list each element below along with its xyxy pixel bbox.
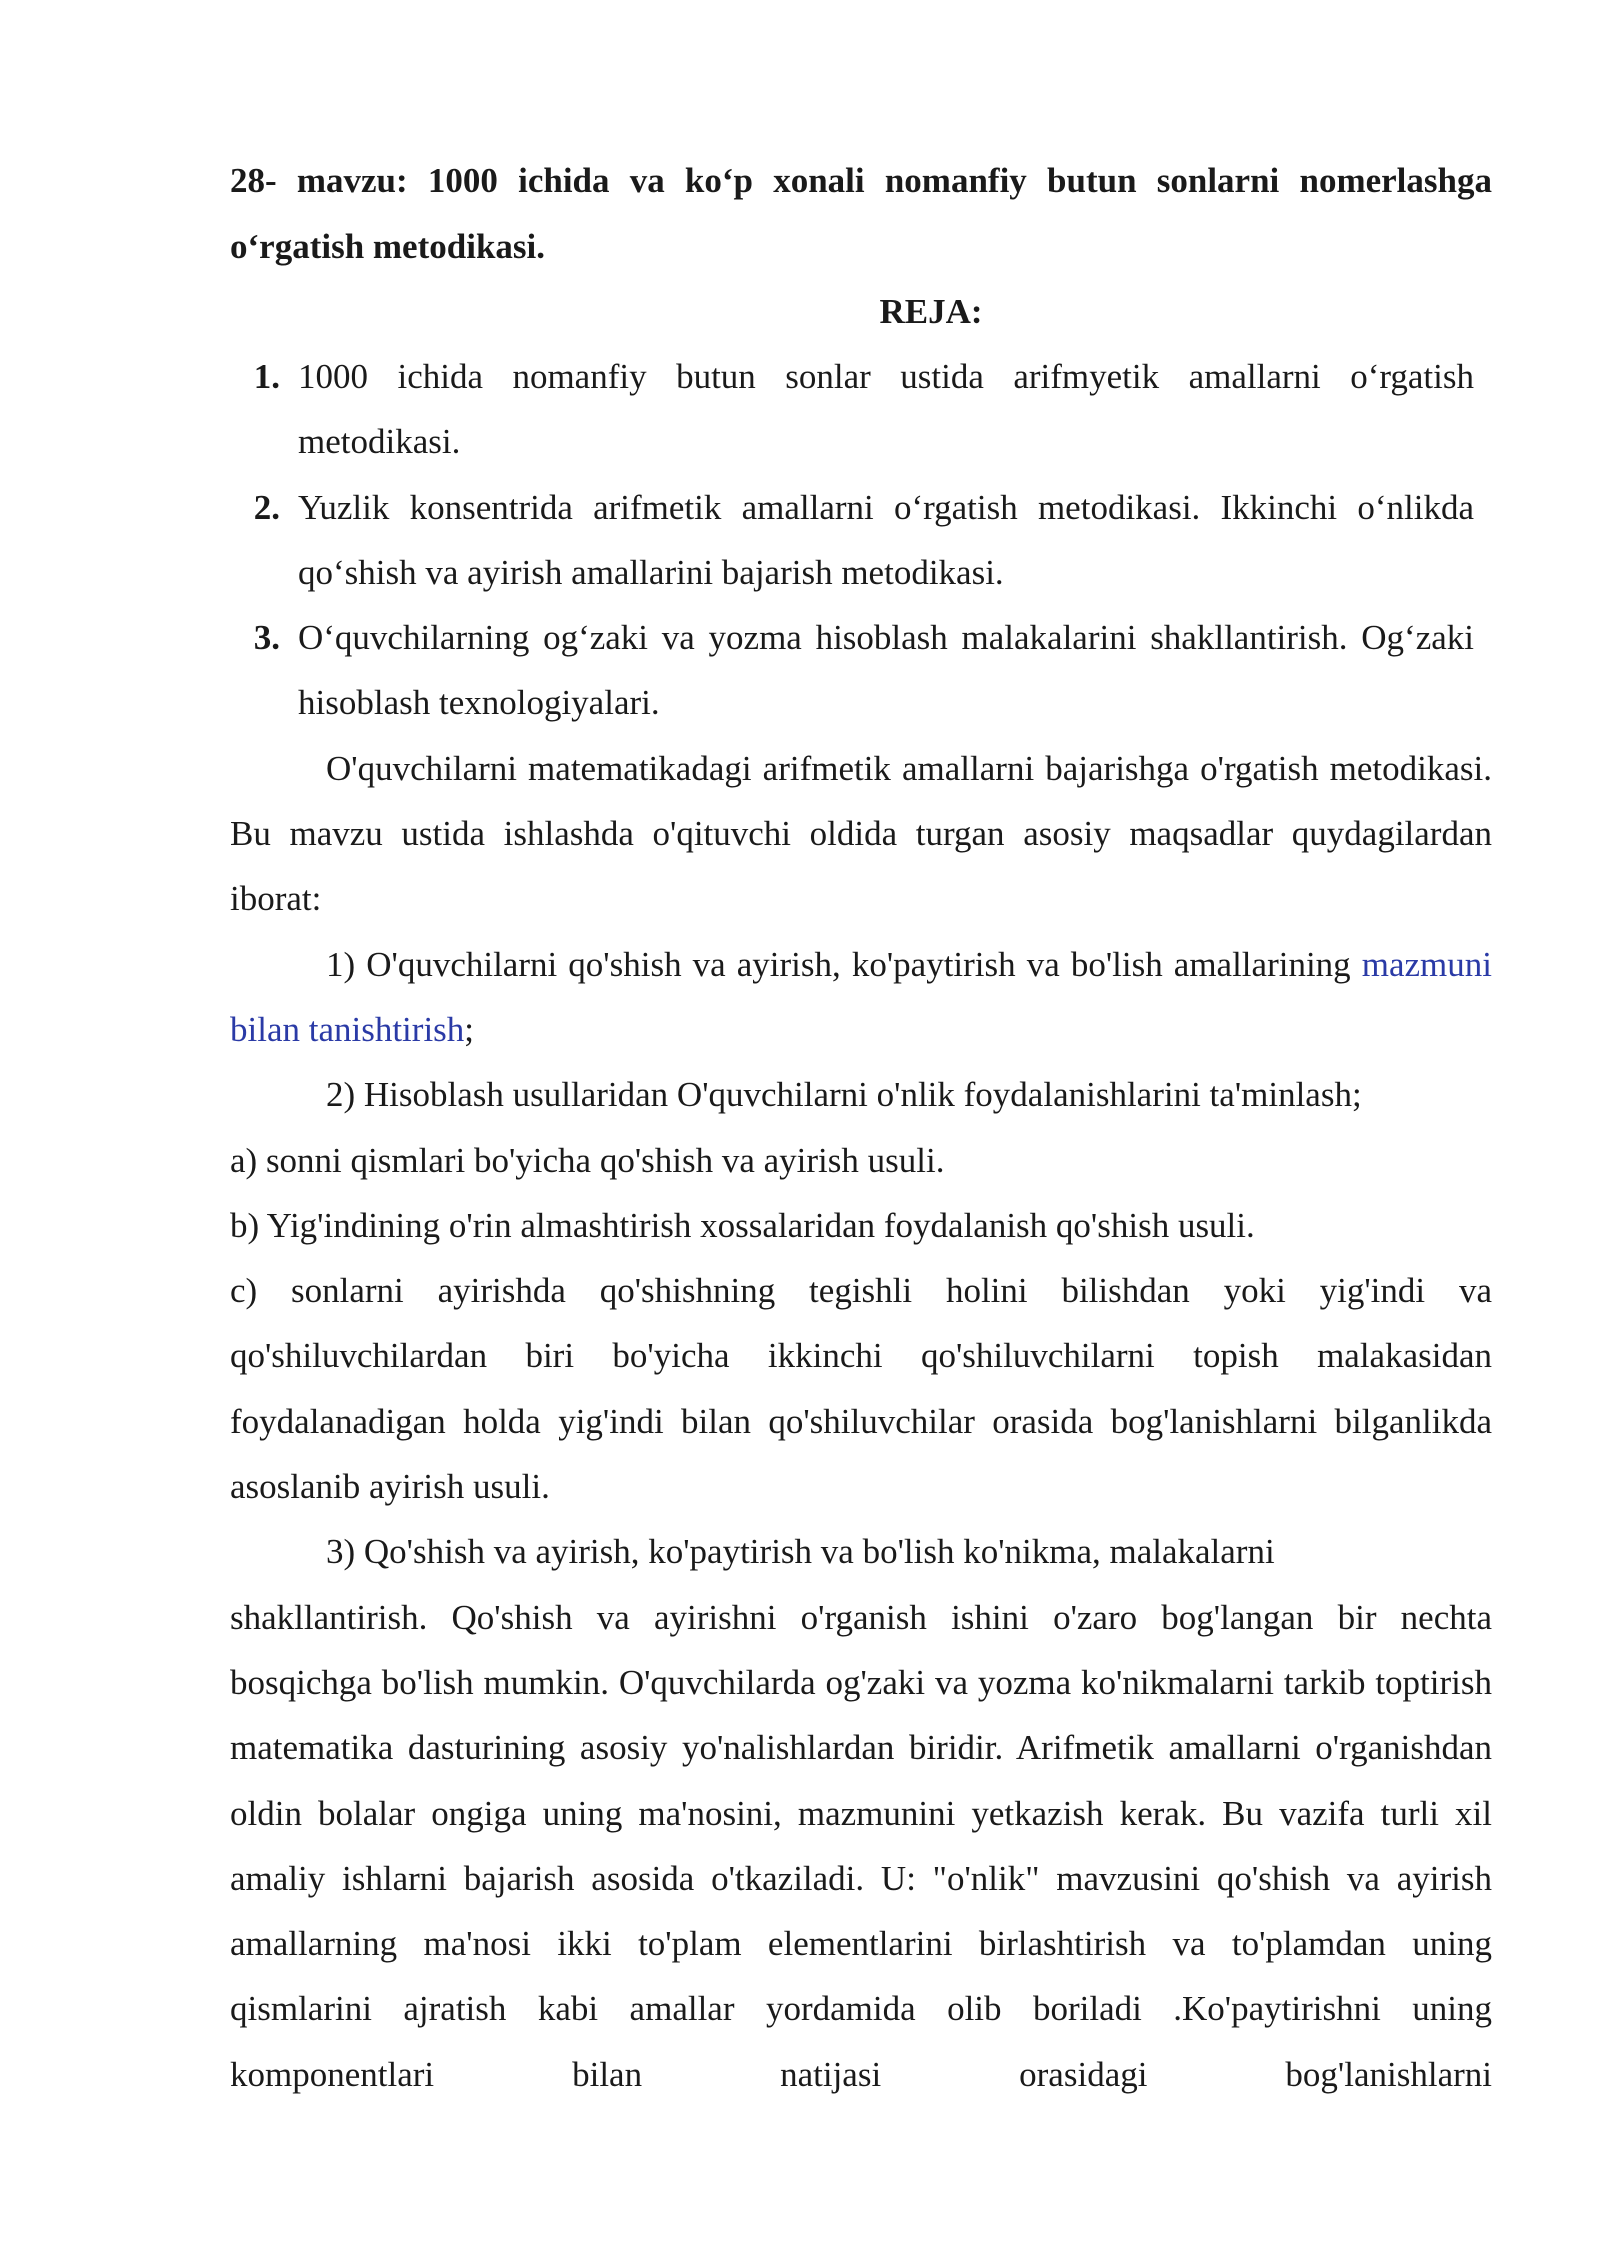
intro-paragraph: O'quvchilarni matematikadagi arifmetik amallarni bajarishga o'rgatish metodikasi. Bu mavzu ustida ishlashda o'qituvchi oldida turgan asosiy maqsadlar quydagilardan iborat:: [230, 748, 1492, 919]
plan-item-number: 3.: [253, 618, 280, 658]
topic-title: 28- mavzu: 1000 ichida va ko‘p xonali nomanfiy butun sonlarni nomerlashga o‘rgatish metodikasi.: [230, 161, 1492, 266]
plan-heading: REJA:: [879, 292, 983, 331]
sub-item-b: b) Yig'indining o'rin almashtirish xossalaridan foydalanish qo'shish usuli.: [230, 1205, 1255, 1245]
goal-1-suffix: ;: [464, 1009, 475, 1049]
plan-item: [230, 344, 1492, 475]
plan-item-text: Yuzlik konsentrida arifmetik amallarni o‘rgatish metodikasi. Ikkinchi o‘nlikda qo‘shish va ayirish amallarini bajarish metodikasi.: [298, 487, 1474, 592]
sub-item-a: a) sonni qismlari bo'yicha qo'shish va ayirish usuli.: [230, 1140, 945, 1180]
goal-3-body: shakllantirish. Qo'shish va ayirishni o'rganish ishini o'zaro bog'langan bir nechta bosqichga bo'lish mumkin. O'quvchilarda og'zaki va yozma ko'nikmalarni tarkib toptirish matematika dasturining asosiy yo'nalishlardan biridir. Arifmetik amallarni o'rganishdan oldin bolalar ongiga uning ma'nosini, mazmunini yetkazish kerak. Bu vazifa turli xil amaliy ishlarni bajarish asosida o'tkaziladi. U: "o'nlik" mavzusini qo'shish va ayirish amallarning ma'nosi ikki to'plam elementlarini birlashtirish va to'plamdan uning qismlarini ajratish kabi amallar yordamida olib boriladi .Ko'paytirishni uning komponentlari bilan natijasi orasidagi bog'lanishlarni: [230, 1597, 1492, 2094]
goal-1-text: 1) O'quvchilarni qo'shish va ayirish, ko'paytirish va bo'lish amallarining: [326, 944, 1362, 984]
goal-3-first-line: 3) Qo'shish va ayirish, ko'paytirish va bo'lish ko'nikma, malakalarni: [326, 1532, 1275, 1572]
plan-item-number: 1.: [253, 357, 280, 396]
plan-item-text: 1000 ichida nomanfiy butun sonlar ustida arifmyetik amallarni o‘rgatish metodikasi.: [298, 357, 1474, 462]
document-page: [230, 148, 1492, 2107]
plan-item: [230, 605, 1492, 736]
plan-item-number: 2.: [253, 487, 280, 527]
plan-item-text: O‘quvchilarning og‘zaki va yozma hisoblash malakalarini shakllantirish. Og‘zaki hisoblash texnologiyalari.: [298, 618, 1474, 723]
goal-1-paragraph: [230, 932, 1492, 1063]
sub-item-c: c) sonlarni ayirishda qo'shishning tegishli holini bilishdan yoki yig'indi va qo'shiluvchilardan biri bo'yicha ikkinchi qo'shiluvchilarni topish malakasidan foydalanadigan holda yig'indi bilan qo'shiluvchilar orasida bog'lanishlarni bilganlikda asoslanib ayirish usuli.: [230, 1271, 1492, 1507]
plan-list: [230, 344, 1492, 736]
goal-2-paragraph: 2) Hisoblash usullaridan O'quvchilarni o'nlik foydalanishlarini ta'minlash;: [326, 1075, 1362, 1115]
plan-item: [230, 475, 1492, 606]
goal-1-link[interactable]: mazmuni bilan tanishtirish: [230, 944, 1492, 1049]
